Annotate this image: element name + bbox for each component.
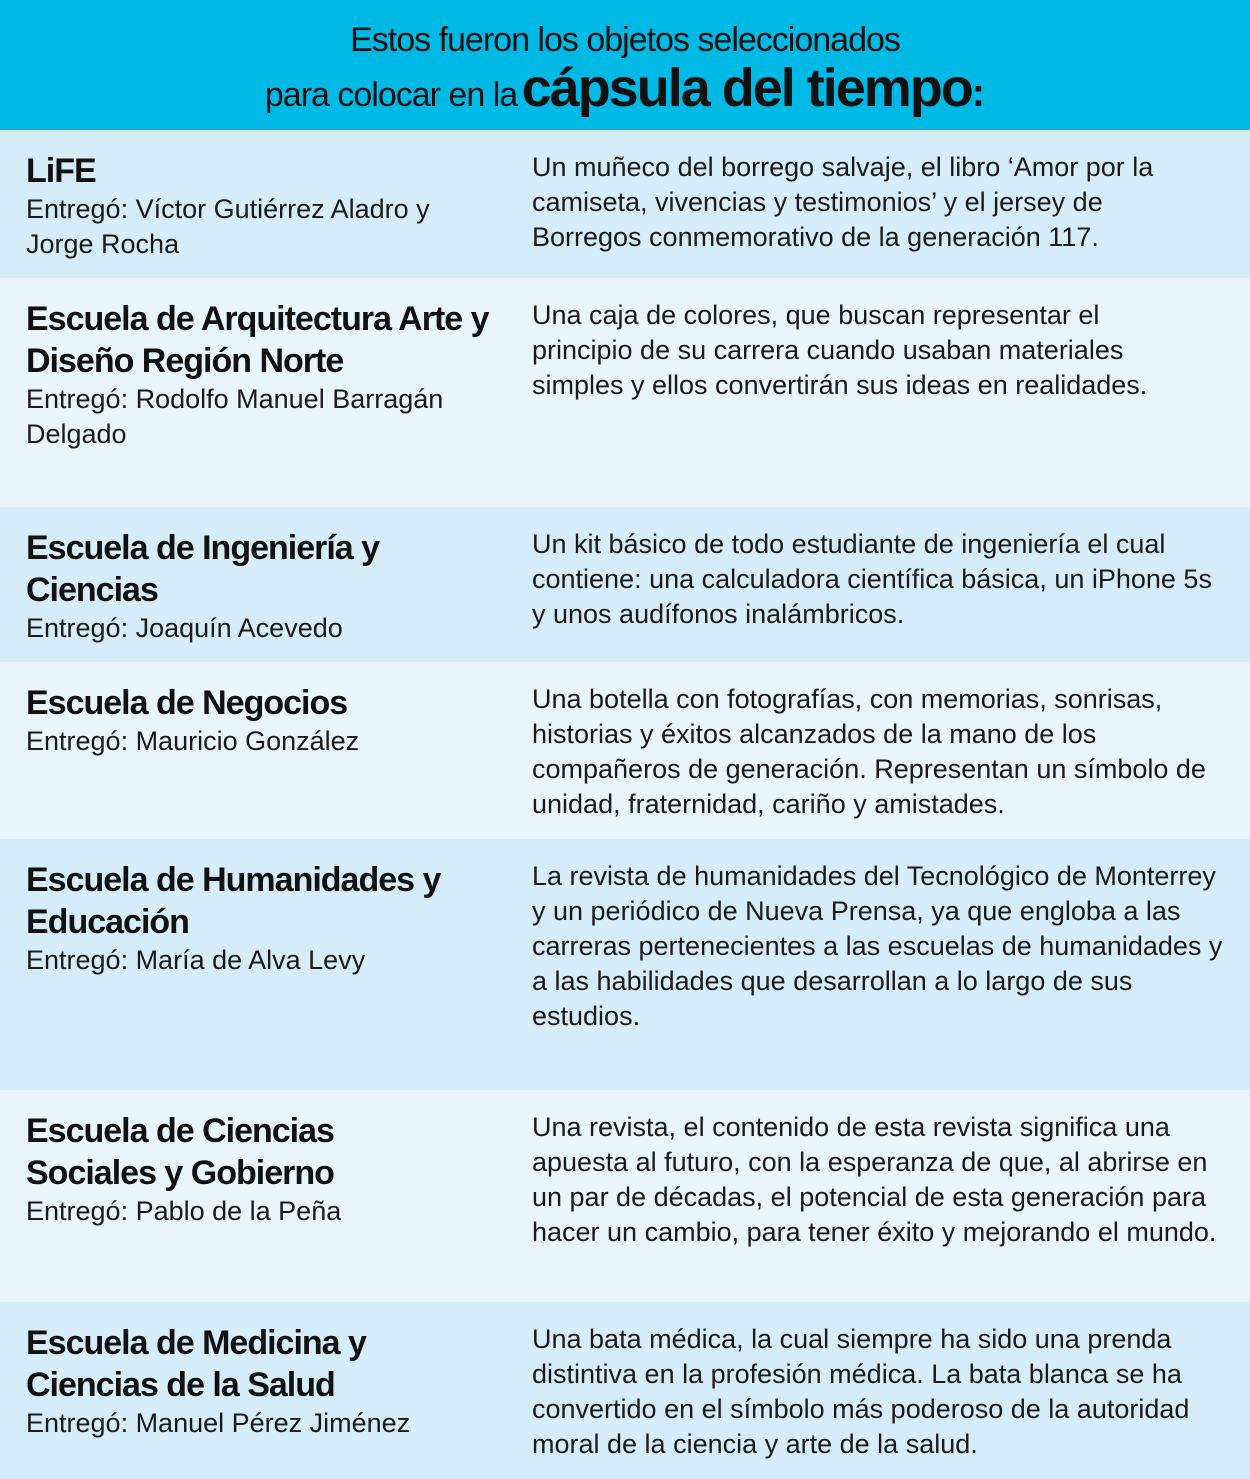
table-row: [0, 507, 1250, 662]
school-name: Escuela de Ciencias Sociales y Gobierno: [26, 1112, 334, 1192]
giver-name: Entregó: Joaquín Acevedo: [26, 613, 343, 643]
object-description: Una bata médica, la cual siempre ha sido una prenda distintiva en la profesión médica. La bata blanca se ha convertido en el símbolo más poderoso de la autoridad moral de la ciencia y arte de la salud.: [532, 1324, 1190, 1459]
header-title-prefix: para colocar en la: [264, 76, 518, 114]
giver-name: Entregó: María de Alva Levy: [26, 945, 366, 975]
header-title-suffix: :: [971, 71, 986, 115]
school-name: Escuela de Arquitectura Arte y Diseño Región Norte: [26, 300, 489, 380]
object-description: Un muñeco del borrego salvaje, el libro ‘Amor por la camiseta, vivencias y testimonios’ y el jersey de Borregos conmemorativo de la generación 117.: [532, 152, 1154, 252]
object-description: Una botella con fotografías, con memorias, sonrisas, historias y éxitos alcanzados de la mano de los compañeros de generación. Representan un símbolo de unidad, fraternidad, cariño y amistades.: [532, 684, 1206, 819]
giver-name: Entregó: Víctor Gutiérrez Aladro y Jorge Rocha: [26, 194, 430, 259]
header-banner: [0, 0, 1250, 130]
table-row: [0, 662, 1250, 839]
object-description: Una revista, el contenido de esta revista significa una apuesta al futuro, con la esperanza de que, al abrirse en un par de décadas, el potencial de esta generación para hacer un cambio, para tener éxito y mejorando el mundo.: [532, 1112, 1217, 1247]
header-title-emphasis: cápsula del tiempo: [521, 58, 972, 118]
table-row: [0, 1302, 1250, 1479]
table-row: [0, 839, 1250, 1090]
header-title-line1: Estos fueron los objetos seleccionados: [350, 21, 900, 59]
object-description: Un kit básico de todo estudiante de ingeniería el cual contiene: una calculadora científica básica, un iPhone 5s y unos audífonos inalámbricos.: [532, 529, 1212, 629]
table-row: [0, 278, 1250, 507]
school-name: Escuela de Humanidades y Educación: [26, 861, 441, 941]
school-name: Escuela de Ingeniería y Ciencias: [26, 529, 380, 609]
giver-name: Entregó: Pablo de la Peña: [26, 1196, 342, 1226]
object-description: Una caja de colores, que buscan representar el principio de su carrera cuando usaban materiales simples y ellos convertirán sus ideas en realidades.: [532, 300, 1148, 400]
giver-name: Entregó: Mauricio González: [26, 726, 360, 756]
table-row: [0, 130, 1250, 278]
school-name: Escuela de Medicina y Ciencias de la Salud: [26, 1324, 366, 1404]
header-title-line2: [0, 58, 1250, 132]
giver-name: Entregó: Rodolfo Manuel Barragán Delgado: [26, 384, 444, 449]
table-row: [0, 1090, 1250, 1302]
giver-name: Entregó: Manuel Pérez Jiménez: [26, 1408, 411, 1438]
school-name: Escuela de Negocios: [26, 684, 348, 722]
school-name: LiFE: [26, 152, 96, 190]
object-description: La revista de humanidades del Tecnológico de Monterrey y un periódico de Nueva Prensa, ya que engloba a las carreras pertenecientes a las escuelas de humanidades y a las habilidades que desarrollan a lo largo de sus estudios.: [532, 861, 1223, 1031]
